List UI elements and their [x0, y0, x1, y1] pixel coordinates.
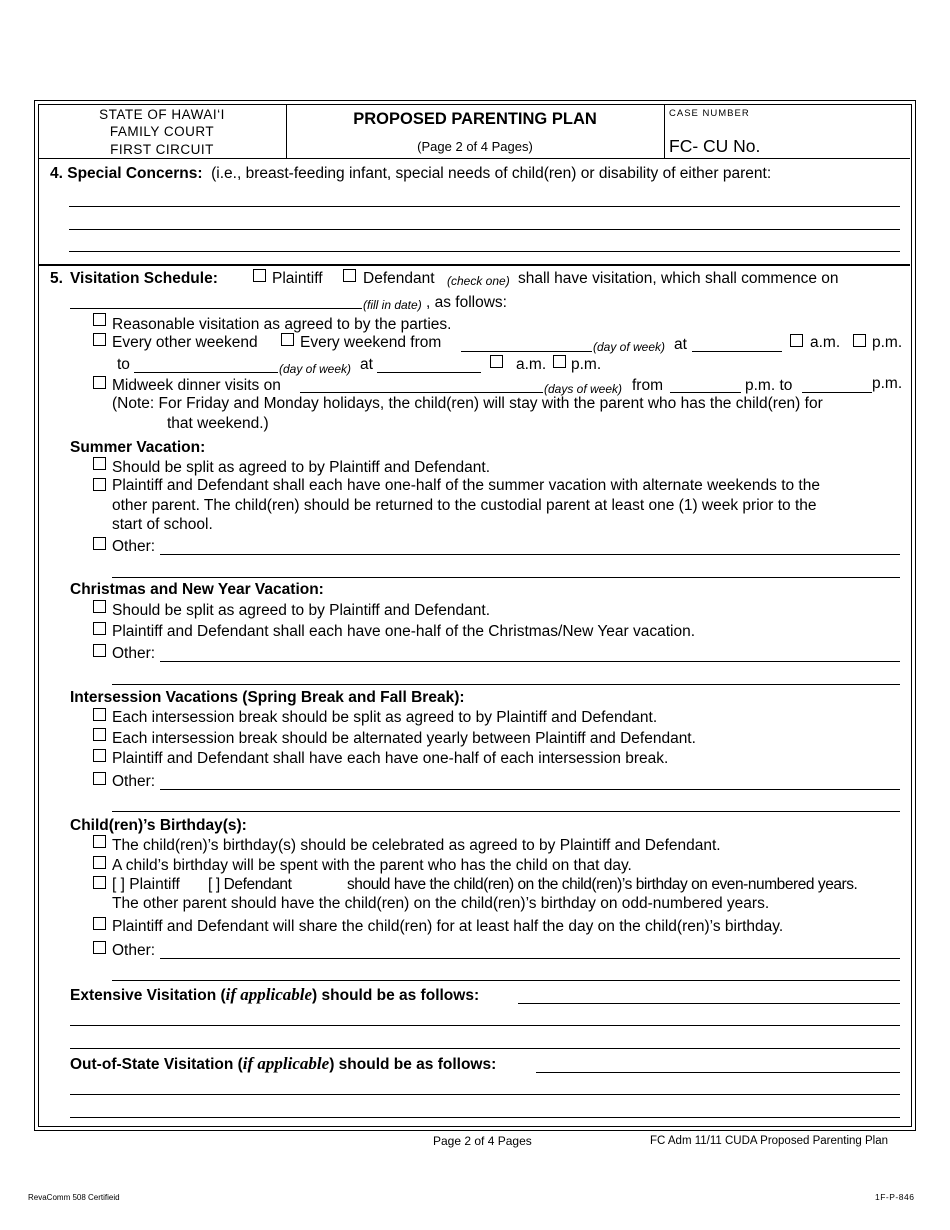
- section-5-label: Visitation Schedule:: [70, 270, 218, 287]
- intersession-opt1-label: Each intersession break should be split as agreed to by Plaintiff and Defendant.: [112, 709, 658, 726]
- defendant-checkbox[interactable]: [343, 269, 356, 282]
- section-4-number: 4.: [50, 165, 63, 182]
- midweek-to-time-field[interactable]: [802, 392, 872, 393]
- at-label-1: at: [674, 336, 687, 353]
- section-4-text: (i.e., breast-feeding infant, special needs of child(ren) or disability of either parent:: [211, 165, 772, 182]
- day-of-week-note-2: (day of week): [279, 362, 352, 376]
- midweek-days-field[interactable]: [300, 392, 543, 393]
- plaintiff-checkbox[interactable]: [253, 269, 266, 282]
- christmas-other-label: Other:: [112, 645, 156, 662]
- form-title: PROPOSED PARENTING PLAN: [353, 110, 597, 128]
- birthday-opt4-label: Plaintiff and Defendant will share the child(ren) for at least half the day on the child(ren)’s birthday.: [112, 918, 784, 935]
- out-of-state-visitation-label: [70, 1055, 496, 1074]
- summer-opt2-checkbox[interactable]: [93, 478, 106, 491]
- end-am-label: a.m.: [516, 356, 547, 373]
- holiday-note-line-1: (Note: For Friday and Monday holidays, the child(ren) will stay with the parent who has the child(ren) for: [112, 395, 823, 412]
- start-pm-checkbox[interactable]: [853, 334, 866, 347]
- as-follows-text: , as follows:: [426, 294, 507, 311]
- birthday-heading: Child(ren)’s Birthday(s):: [70, 817, 247, 834]
- midweek-label: Midweek dinner visits on: [112, 377, 281, 394]
- midweek-pm-label: p.m.: [872, 375, 903, 392]
- start-am-checkbox[interactable]: [790, 334, 803, 347]
- special-concerns-line-3[interactable]: [69, 251, 900, 252]
- every-weekend-label: Every weekend from: [300, 334, 442, 351]
- every-other-weekend-label: Every other weekend: [112, 334, 258, 351]
- from-label: from: [632, 377, 663, 394]
- christmas-opt2-label: Plaintiff and Defendant shall each have one-half of the Christmas/New Year vacation.: [112, 623, 696, 640]
- birthday-other-field-1[interactable]: [160, 958, 900, 959]
- page-info: (Page 2 of 4 Pages): [417, 139, 533, 154]
- section-4-label: Special Concerns:: [67, 165, 203, 182]
- outofstate-label-end: ) should be as follows:: [329, 1056, 497, 1073]
- check-one-note: (check one): [447, 274, 510, 288]
- end-pm-label: p.m.: [571, 356, 602, 373]
- christmas-opt1-checkbox[interactable]: [93, 600, 106, 613]
- birthday-opt2-checkbox[interactable]: [93, 856, 106, 869]
- defendant-label: Defendant: [363, 270, 435, 287]
- extensive-visitation-field-1[interactable]: [518, 1003, 900, 1004]
- intersession-other-label: Other:: [112, 773, 156, 790]
- reasonable-visitation-label: Reasonable visitation as agreed to by the parties.: [112, 316, 452, 333]
- section-4-line: [50, 165, 771, 183]
- day-of-week-note-1: (day of week): [593, 340, 666, 354]
- end-pm-checkbox[interactable]: [553, 355, 566, 368]
- summer-opt1-checkbox[interactable]: [93, 457, 106, 470]
- plaintiff-label: Plaintiff: [272, 270, 323, 287]
- days-of-week-note: (days of week): [544, 382, 623, 396]
- extensive-visitation-field-2[interactable]: [70, 1025, 900, 1026]
- birthday-opt3-plaintiff[interactable]: [ ] Plaintiff: [112, 876, 180, 893]
- birthday-other-checkbox[interactable]: [93, 941, 106, 954]
- extensive-label-end: ) should be as follows:: [312, 987, 480, 1004]
- summer-other-checkbox[interactable]: [93, 537, 106, 550]
- intersession-other-field-2[interactable]: [112, 811, 900, 812]
- extensive-visitation-label: [70, 986, 479, 1005]
- court-line-3: FIRST CIRCUIT: [110, 142, 214, 157]
- christmas-heading: Christmas and New Year Vacation:: [70, 581, 324, 598]
- intersession-other-checkbox[interactable]: [93, 772, 106, 785]
- summer-heading: Summer Vacation:: [70, 439, 206, 456]
- start-am-label: a.m.: [810, 334, 841, 351]
- birthday-opt1-checkbox[interactable]: [93, 835, 106, 848]
- case-number-value[interactable]: FC- CU No.: [669, 136, 761, 156]
- fill-in-date-note: (fill in date): [363, 298, 422, 312]
- summer-opt2-line3: start of school.: [112, 516, 213, 533]
- birthday-opt3-defendant[interactable]: [ ] Defendant: [208, 876, 292, 893]
- weekend-start-time-field[interactable]: [692, 351, 782, 352]
- outofstate-label-start: Out-of-State Visitation (: [70, 1056, 243, 1073]
- footer-revacomm: RevaComm 508 Certifieid: [28, 1193, 120, 1202]
- midweek-from-time-field[interactable]: [670, 392, 741, 393]
- commence-date-field[interactable]: [70, 308, 362, 309]
- court-line-2: FAMILY COURT: [109, 124, 215, 139]
- summer-other-label: Other:: [112, 538, 156, 555]
- birthday-opt2-label: A child’s birthday will be spent with the parent who has the child on that day.: [112, 857, 632, 874]
- to-label: to: [117, 356, 130, 373]
- weekend-start-day-field[interactable]: [461, 351, 592, 352]
- weekend-end-day-field[interactable]: [134, 372, 278, 373]
- out-of-state-field-3[interactable]: [70, 1117, 900, 1118]
- birthday-other-label: Other:: [112, 942, 156, 959]
- extensive-label-italic: if applicable: [225, 985, 313, 1004]
- out-of-state-field-1[interactable]: [536, 1072, 900, 1073]
- case-number-label: CASE NUMBER: [669, 108, 750, 119]
- summer-opt2-line2: other parent. The child(ren) should be returned to the custodial parent at least one (1) week prior to the: [112, 497, 817, 514]
- birthday-opt1-label: The child(ren)’s birthday(s) should be celebrated as agreed to by Plaintiff and Defendant.: [112, 837, 721, 854]
- commence-text: shall have visitation, which shall commence on: [518, 270, 839, 287]
- reasonable-visitation-checkbox[interactable]: [93, 313, 106, 326]
- intersession-opt3-label: Plaintiff and Defendant shall have each have one-half of each intersession break.: [112, 750, 669, 767]
- christmas-other-field-2[interactable]: [112, 684, 900, 685]
- intersession-other-field-1[interactable]: [160, 789, 900, 790]
- intersession-opt1-checkbox[interactable]: [93, 708, 106, 721]
- summer-opt1-label: Should be split as agreed to by Plaintiff and Defendant.: [112, 459, 491, 476]
- footer-form-id: FC Adm 11/11 CUDA Proposed Parenting Plan: [650, 1135, 889, 1147]
- special-concerns-line-1[interactable]: [69, 206, 900, 207]
- christmas-opt1-label: Should be split as agreed to by Plaintiff and Defendant.: [112, 602, 491, 619]
- out-of-state-field-2[interactable]: [70, 1094, 900, 1095]
- midweek-checkbox[interactable]: [93, 376, 106, 389]
- pm-to-label: p.m. to: [745, 377, 793, 394]
- birthday-opt3-line2: The other parent should have the child(ren) on the child(ren)’s birthday on odd-numbered years.: [112, 895, 770, 912]
- extensive-label-start: Extensive Visitation (: [70, 987, 226, 1004]
- court-line-1: STATE OF HAWAI‘I: [99, 107, 225, 122]
- weekend-end-time-field[interactable]: [377, 372, 481, 373]
- intersession-opt2-checkbox[interactable]: [93, 728, 106, 741]
- outofstate-label-italic: if applicable: [242, 1054, 330, 1073]
- birthday-opt3-checkbox[interactable]: [93, 876, 106, 889]
- christmas-opt2-checkbox[interactable]: [93, 622, 106, 635]
- christmas-other-checkbox[interactable]: [93, 644, 106, 657]
- end-am-checkbox[interactable]: [490, 355, 503, 368]
- summer-opt2-line1: Plaintiff and Defendant shall each have one-half of the summer vacation with alternate weekends to the: [112, 477, 820, 494]
- christmas-other-field-1[interactable]: [160, 661, 900, 662]
- footer-code: 1F-P-846: [875, 1192, 915, 1202]
- header-divider-2: [664, 104, 665, 158]
- start-pm-label: p.m.: [872, 334, 903, 351]
- intersession-opt3-checkbox[interactable]: [93, 749, 106, 762]
- birthday-other-field-2[interactable]: [112, 980, 900, 981]
- intersession-heading: Intersession Vacations (Spring Break and Fall Break):: [70, 689, 465, 706]
- holiday-note-line-2: that weekend.): [167, 415, 269, 432]
- footer-page: Page 2 of 4 Pages: [433, 1134, 532, 1148]
- every-other-weekend-checkbox[interactable]: [93, 333, 106, 346]
- at-label-2: at: [360, 356, 373, 373]
- section-divider: [38, 264, 910, 266]
- summer-other-field-1[interactable]: [160, 554, 900, 555]
- section-5-number: 5.: [50, 270, 63, 287]
- summer-other-field-2[interactable]: [112, 577, 900, 578]
- intersession-opt2-label: Each intersession break should be alternated yearly between Plaintiff and Defendant.: [112, 730, 696, 747]
- birthday-opt4-checkbox[interactable]: [93, 917, 106, 930]
- special-concerns-line-2[interactable]: [69, 229, 900, 230]
- birthday-opt3-line1: should have the child(ren) on the child(ren)’s birthday on even-numbered years.: [347, 876, 858, 893]
- extensive-visitation-field-3[interactable]: [70, 1048, 900, 1049]
- every-weekend-checkbox[interactable]: [281, 333, 294, 346]
